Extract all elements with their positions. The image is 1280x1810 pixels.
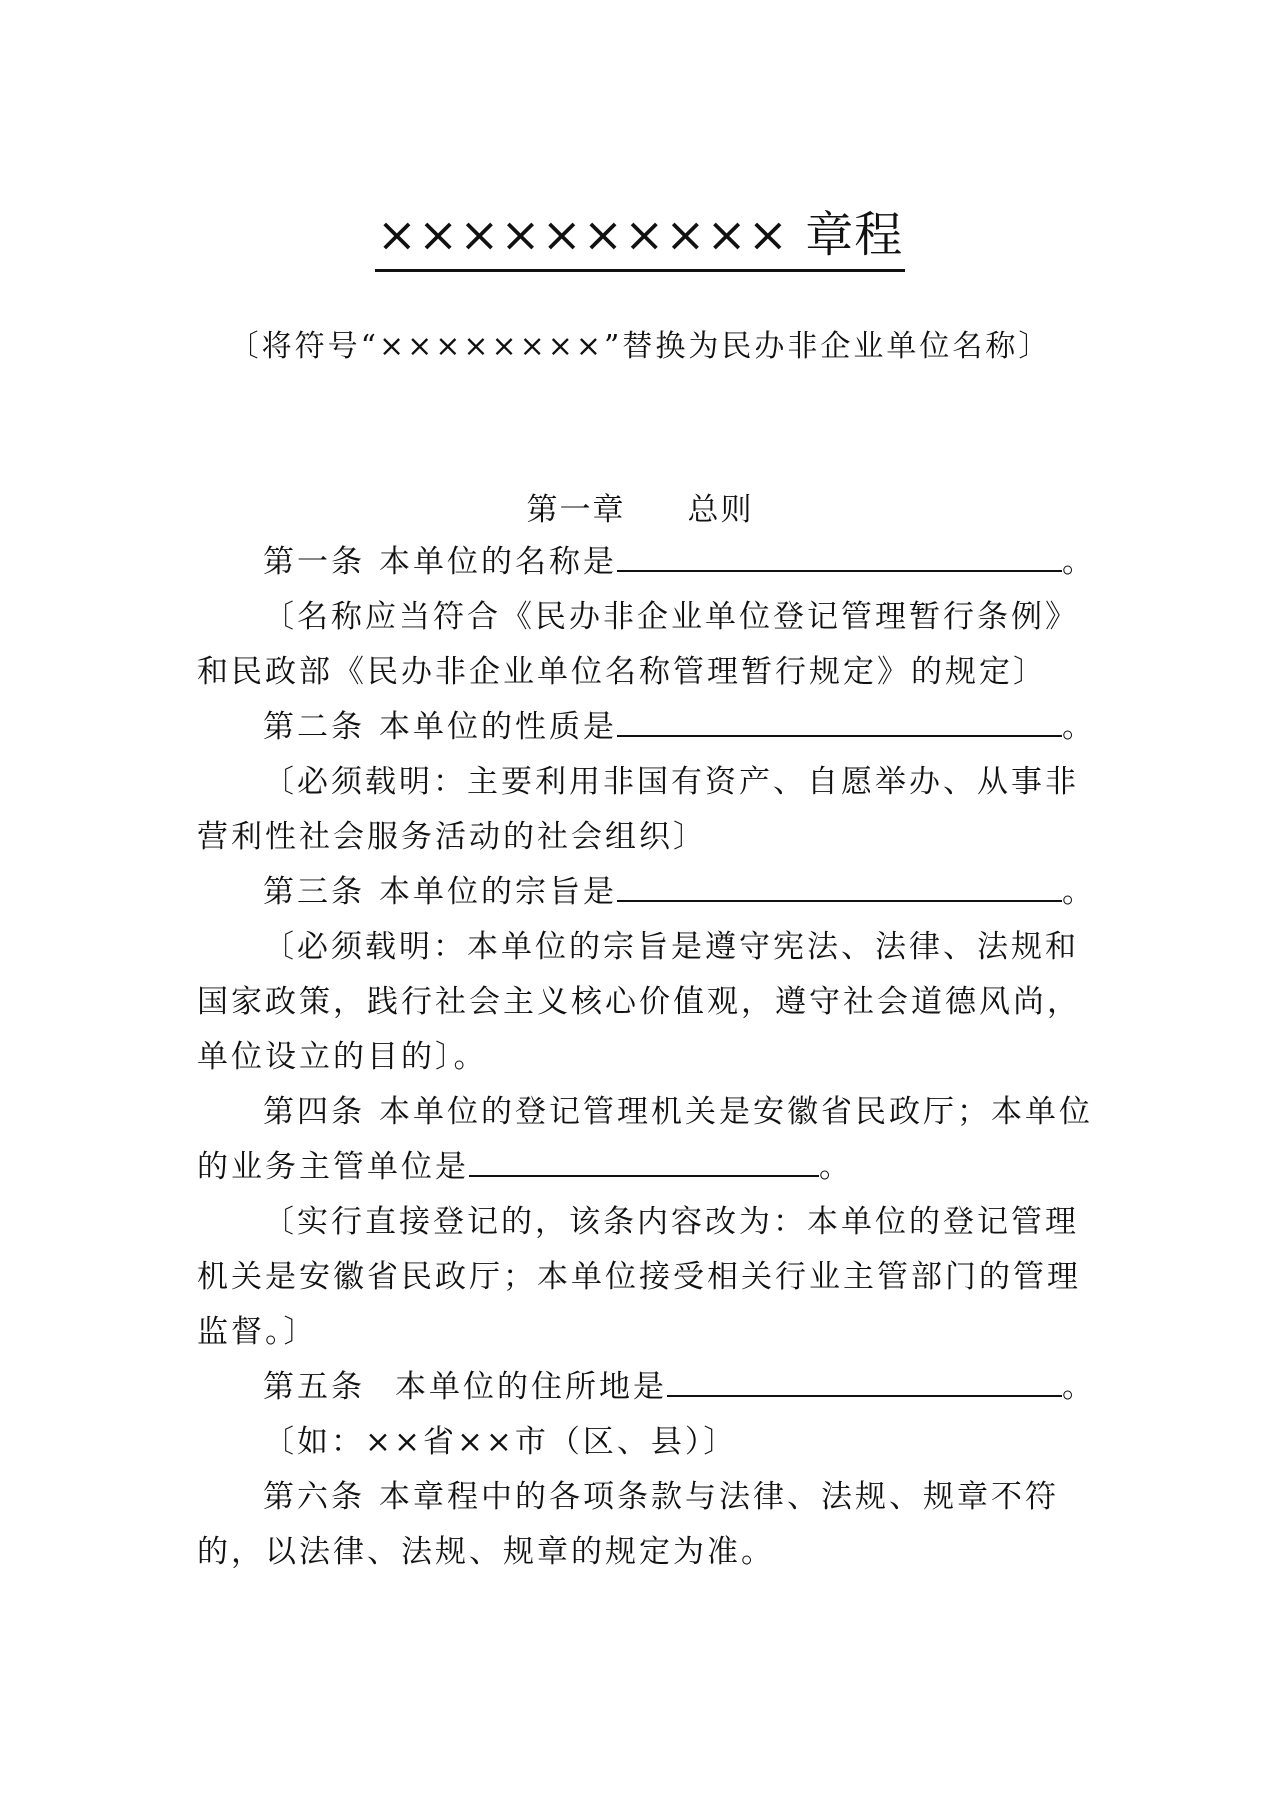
article-2-note: 〔必须载明：主要利用非国有资产、自愿举办、从事非营利性社会服务活动的社会组织〕: [197, 764, 1079, 855]
article-5: [197, 1360, 1097, 1415]
article-1: [197, 535, 1097, 590]
article-3: [197, 865, 1097, 920]
article-2: [197, 700, 1097, 755]
document-subtitle: 〔将符号“××××××××”替换为民办非企业单位名称〕: [228, 329, 1052, 364]
fill-in-blank[interactable]: [469, 1143, 819, 1177]
article-text: 本单位的宗旨是: [379, 874, 617, 910]
chapter-name: 总则: [687, 492, 754, 528]
article-label: 第五条: [263, 1369, 365, 1405]
article-end: 。: [1062, 1369, 1096, 1405]
article-end: 。: [1062, 544, 1096, 580]
article-text: 本单位的名称是: [379, 544, 617, 580]
article-label: 第三条: [263, 874, 365, 910]
article-text: 本章程中的各项条款与法律、法规、规章不符的，以法律、法规、规章的规定为准。: [197, 1479, 1059, 1570]
fill-in-blank[interactable]: [617, 868, 1062, 902]
article-4: [197, 1085, 1097, 1195]
article-end: 。: [1062, 874, 1096, 910]
article-text: 本单位的住所地是: [395, 1369, 667, 1405]
chapter-number: 第一章: [526, 492, 626, 528]
fill-in-blank[interactable]: [667, 1363, 1062, 1397]
article-label: 第四条: [263, 1094, 365, 1130]
document-title-wrapper: [0, 205, 1280, 272]
article-4-note: 〔实行直接登记的，该条内容改为：本单位的登记管理机关是安徽省民政厅；本单位接受相关行业主管部门的管理监督。〕: [197, 1204, 1081, 1350]
article-end: 。: [1062, 709, 1096, 745]
fill-in-blank[interactable]: [617, 538, 1062, 572]
article-6: [197, 1470, 1097, 1580]
document-body: [197, 535, 1097, 1580]
article-label: 第六条: [263, 1479, 365, 1515]
article-5-note: 〔如：××省××市（区、县）〕: [263, 1424, 738, 1460]
article-label: 第二条: [263, 709, 365, 745]
chapter-heading: [0, 488, 1280, 532]
document-title: ×××××××××× 章程: [375, 205, 905, 272]
article-3-note: 〔必须载明：本单位的宗旨是遵守宪法、法律、法规和国家政策，践行社会主义核心价值观，遵守社会道德风尚，单位设立的目的〕。: [197, 929, 1081, 1075]
article-label: 第一条: [263, 544, 365, 580]
article-1-note: 〔名称应当符合《民办非企业单位登记管理暂行条例》和民政部《民办非企业单位名称管理暂行规定》的规定〕: [197, 599, 1079, 690]
fill-in-blank[interactable]: [617, 703, 1062, 737]
article-end: 。: [819, 1149, 853, 1185]
article-text: 本单位的性质是: [379, 709, 617, 745]
article-text: 本单位的登记管理机关是安徽省民政厅；本单位的业务主管单位是: [197, 1094, 1093, 1185]
